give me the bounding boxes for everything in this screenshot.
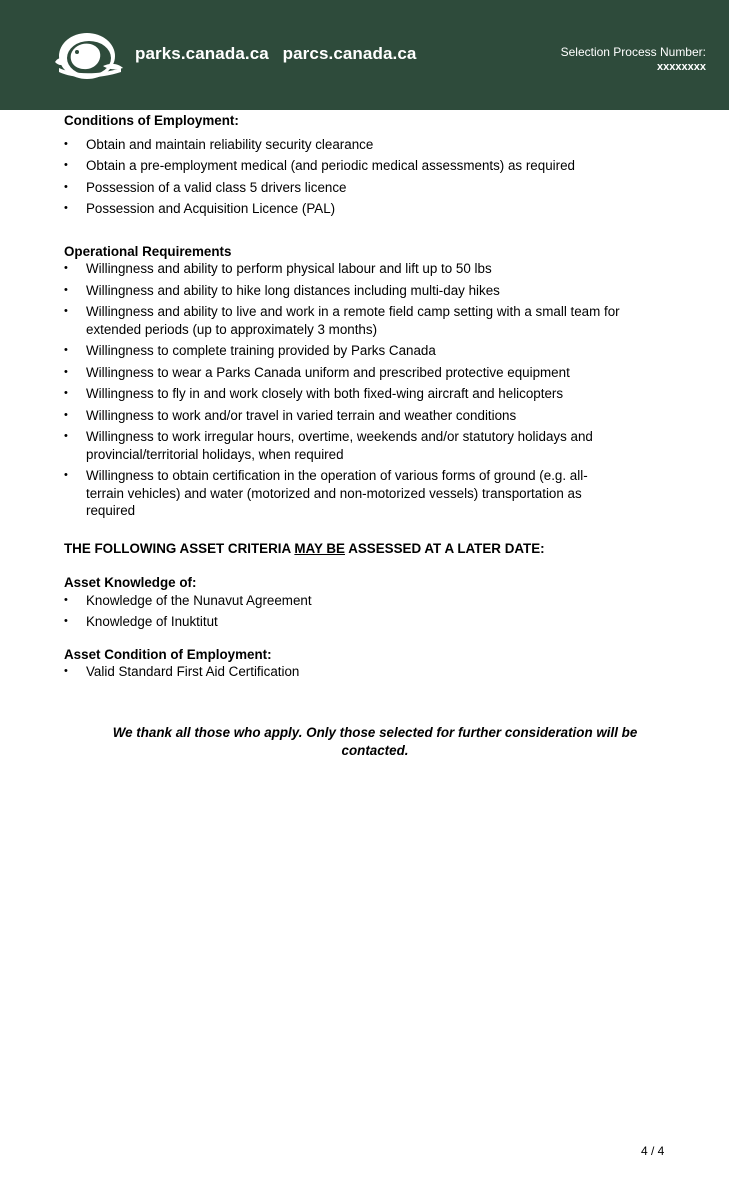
list-item [64,467,624,520]
selection-process [561,45,706,75]
list-item [64,157,624,175]
bullet-icon: • [64,283,68,296]
asset-heading-underlined: MAY BE [294,540,345,556]
operational-list [64,260,624,520]
beaver-logo-icon [53,28,125,82]
asset-condition-list [64,663,624,681]
bullet-icon: • [64,137,68,150]
asset-heading-after: ASSESSED AT A LATER DATE: [344,540,545,556]
list-item-text: Willingness and ability to perform physical labour and lift up to 50 lbs [86,261,492,276]
bullet-icon: • [64,305,68,317]
brand-urls [135,44,425,64]
document-body [64,111,624,685]
list-item [64,385,624,403]
list-item [64,364,624,382]
list-item [64,342,624,360]
list-item [64,592,624,610]
bullet-icon: • [64,615,68,627]
selection-value: xxxxxxxx [657,61,706,73]
closing-statement: We thank all those who apply. Only those selected for further consideration will be contacted. [112,725,638,758]
list-item [64,663,624,681]
operational-title: Operational Requirements [64,243,232,259]
list-item-text: Willingness and ability to hike long distances including multi-day hikes [86,282,500,298]
bullet-icon: • [64,344,68,356]
asset-knowledge-list [64,592,624,631]
bullet-icon: • [64,387,68,399]
bullet-icon: • [64,593,68,606]
list-item-text: Willingness to work irregular hours, overtime, weekends and/or statutory holidays and provincial/territorial holidays, when required [86,429,593,462]
selection-label: Selection Process Number: [560,45,706,59]
list-item-text: Willingness to complete training provided by Parks Canada [86,343,436,358]
bullet-icon: • [64,430,68,442]
list-item [64,303,624,338]
list-item [64,613,624,631]
list-item-text: Willingness to work and/or travel in varied terrain and weather conditions [86,407,517,423]
list-item-text: Willingness to wear a Parks Canada uniform and prescribed protective equipment [86,364,570,380]
brand-url-en[interactable]: parks.canada.ca [135,44,269,63]
list-item-text: Possession of a valid class 5 drivers licence [86,179,347,195]
list-item-text: Valid Standard First Aid Certification [86,664,300,679]
list-item-text: Obtain and maintain reliability security clearance [86,136,374,152]
list-item [64,136,624,154]
asset-heading-before: THE FOLLOWING ASSET CRITERIA [64,540,295,556]
bullet-icon: • [64,159,68,171]
list-item [64,407,624,425]
asset-condition-title: Asset Condition of Employment: [64,646,272,662]
conditions-title: Conditions of Employment: [64,113,239,128]
page-number: 4 / 4 [641,1144,665,1158]
bullet-icon: • [64,408,68,421]
bullet-icon: • [64,665,68,677]
conditions-list [64,136,624,218]
bullet-icon: • [64,262,68,274]
bullet-icon: • [64,202,68,214]
conditions-section [64,112,624,218]
list-item-text: Willingness to fly in and work closely with both fixed-wing aircraft and helicopters [86,386,564,401]
list-item-text: Willingness to obtain certification in the operation of various forms of ground (e.g. all-terrain vehicles) and water (motorized and non-motorized vessels) transportation as required [86,468,588,518]
list-item-text: Knowledge of Inuktitut [86,614,218,629]
asset-knowledge-title: Asset Knowledge of: [64,575,197,590]
page-header [0,0,729,110]
bullet-icon: • [64,469,68,481]
list-item-text: Willingness and ability to live and work in a remote field camp setting with a small team for extended periods (up to approximately 3 months) [86,304,620,337]
asset-knowledge-section [64,574,624,631]
bullet-icon: • [64,365,68,378]
list-item [64,282,624,300]
bullet-icon: • [64,180,68,193]
list-item [64,179,624,197]
list-item-text: Knowledge of the Nunavut Agreement [86,592,312,608]
list-item [64,200,624,218]
asset-criteria-heading [64,540,624,558]
brand-url-fr[interactable]: parcs.canada.ca [282,44,417,63]
asset-condition-section [64,646,624,681]
list-item-text: Possession and Acquisition Licence (PAL) [86,201,336,216]
list-item-text: Obtain a pre-employment medical (and periodic medical assessments) as required [86,158,575,173]
list-item [64,428,624,463]
list-item [64,260,624,278]
operational-section [64,243,624,520]
